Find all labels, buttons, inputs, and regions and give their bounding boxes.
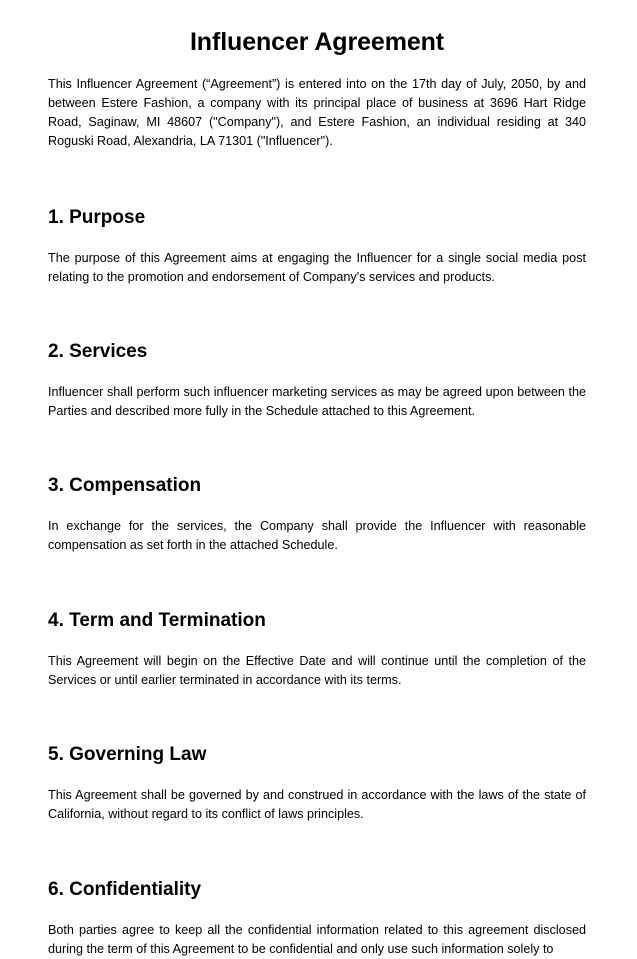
intro-paragraph: This Influencer Agreement (“Agreement”) is entered into on the 17th day of July, 2050, by and between Estere Fashion, a company with its principal place of business at 3696 Hart Ridge Road, Saginaw, MI 48607 ("Company"), and Estere Fashion, an individual residing at 340 Roguski Road, Alexandria, LA 71301 ("Influencer"). bbox=[48, 77, 586, 148]
document-page bbox=[48, 0, 586, 956]
section-body: This Agreement will begin on the Effective Date and will continue until the completion of the Services or until earlier terminated in accordance with its terms. bbox=[48, 654, 586, 687]
section-heading: 6. Confidentiality bbox=[48, 879, 202, 900]
section-heading: 3. Compensation bbox=[48, 475, 202, 496]
section-heading: 5. Governing Law bbox=[48, 744, 207, 765]
section-heading: 4. Term and Termination bbox=[48, 610, 266, 631]
section-heading: 2. Services bbox=[48, 341, 148, 362]
section-term-termination bbox=[48, 609, 586, 690]
section-governing-law bbox=[48, 743, 586, 824]
document-title: Influencer Agreement bbox=[189, 28, 445, 56]
section-services bbox=[48, 340, 586, 421]
section-compensation bbox=[48, 474, 586, 555]
section-body: The purpose of this Agreement aims at engaging the Influencer for a single social media post relating to the promotion and endorsement of Company's services and products. bbox=[48, 251, 586, 284]
section-body: This Agreement shall be governed by and construed in accordance with the laws of the state of California, without regard to its conflict of laws principles. bbox=[48, 788, 586, 821]
section-body: In exchange for the services, the Company shall provide the Influencer with reasonable compensation as set forth in the attached Schedule. bbox=[48, 519, 586, 552]
section-heading: 1. Purpose bbox=[48, 207, 146, 228]
section-body: Influencer shall perform such influencer marketing services as may be agreed upon between the Parties and described more fully in the Schedule attached to this Agreement. bbox=[48, 385, 586, 418]
section-confidentiality bbox=[48, 878, 586, 959]
section-purpose bbox=[48, 206, 586, 287]
section-body: Both parties agree to keep all the confidential information related to this agreement disclosed during the term of this Agreement to be confidential and only use such information solely to bbox=[48, 923, 586, 956]
